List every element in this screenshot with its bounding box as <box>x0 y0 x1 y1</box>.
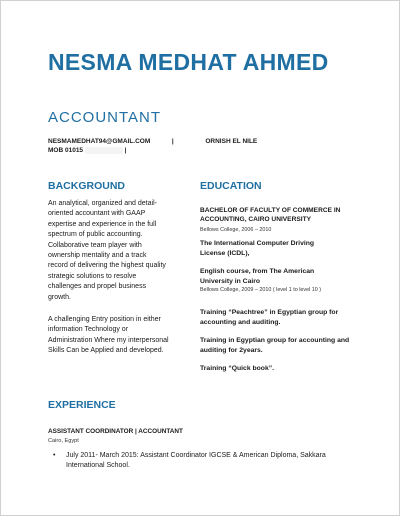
job-role: ACCOUNTANT <box>48 109 162 126</box>
redacted-phone-digits <box>85 147 123 154</box>
email-address: NESMAMEDHAT94@GMAIL.COM <box>48 138 151 145</box>
contact-line-1 <box>48 137 257 146</box>
degree-school: Bellows College, 2006 – 2010 <box>200 227 272 234</box>
bullet-icon: • <box>53 452 56 459</box>
training-egyptian-group: Training in Egyptian group for accounting and auditing for 2years. <box>200 337 350 354</box>
background-heading: BACKGROUND <box>48 180 125 192</box>
contact-line-2 <box>48 146 257 155</box>
candidate-name: NESMA MEDHAT AHMED <box>48 49 329 75</box>
education-english <box>200 267 340 294</box>
home-address: ORNISH EL NILE <box>205 138 258 145</box>
training-peachtree: Training “Peachtree” in Egyptian group for accounting and auditing. <box>200 309 339 326</box>
training-quickbook: Training “Quick book”. <box>200 365 275 372</box>
experience-heading: EXPERIENCE <box>48 399 116 411</box>
education-icdl: The International Computer Driving License (ICDL), <box>200 240 315 257</box>
background-summary: An analytical, organized and detail-oriented accountant with GAAP expertise and experience in the full spectrum of public accounting. Collaborative team player with ownership mentality and a track record of delivering the highest quality strategic solutions to resolve challenges and propel business growth. <box>48 200 166 301</box>
education-heading: EDUCATION <box>200 180 262 192</box>
english-course: English course, from The American University in Cairo <box>200 268 315 285</box>
job-title: ASSISTANT COORDINATOR | ACCOUNTANT <box>48 428 183 435</box>
degree-title: BACHELOR OF FACULTY OF COMMERCE IN ACCOUNTING, CAIRO UNIVERSITY <box>200 207 341 223</box>
education-degree <box>200 207 350 234</box>
contact-separator: | <box>171 138 174 145</box>
english-course-school: Bellows College, 2009 – 2010 ( level 1 to level 10 ) <box>200 287 322 294</box>
phone-number: MOB 01015 <box>48 147 84 154</box>
contact-separator: | <box>124 147 127 154</box>
job-location: Cairo, Egypt <box>48 438 79 444</box>
contact-info <box>48 137 257 155</box>
background-objective: A challenging Entry position in either information Technology or Administration Where my interpersonal Skills Can be Applied and developed. <box>48 316 169 355</box>
experience-bullet-text: July 2011- March 2015: Assistant Coordinator IGCSE & American Diploma, Sakkara International School. <box>66 452 326 469</box>
